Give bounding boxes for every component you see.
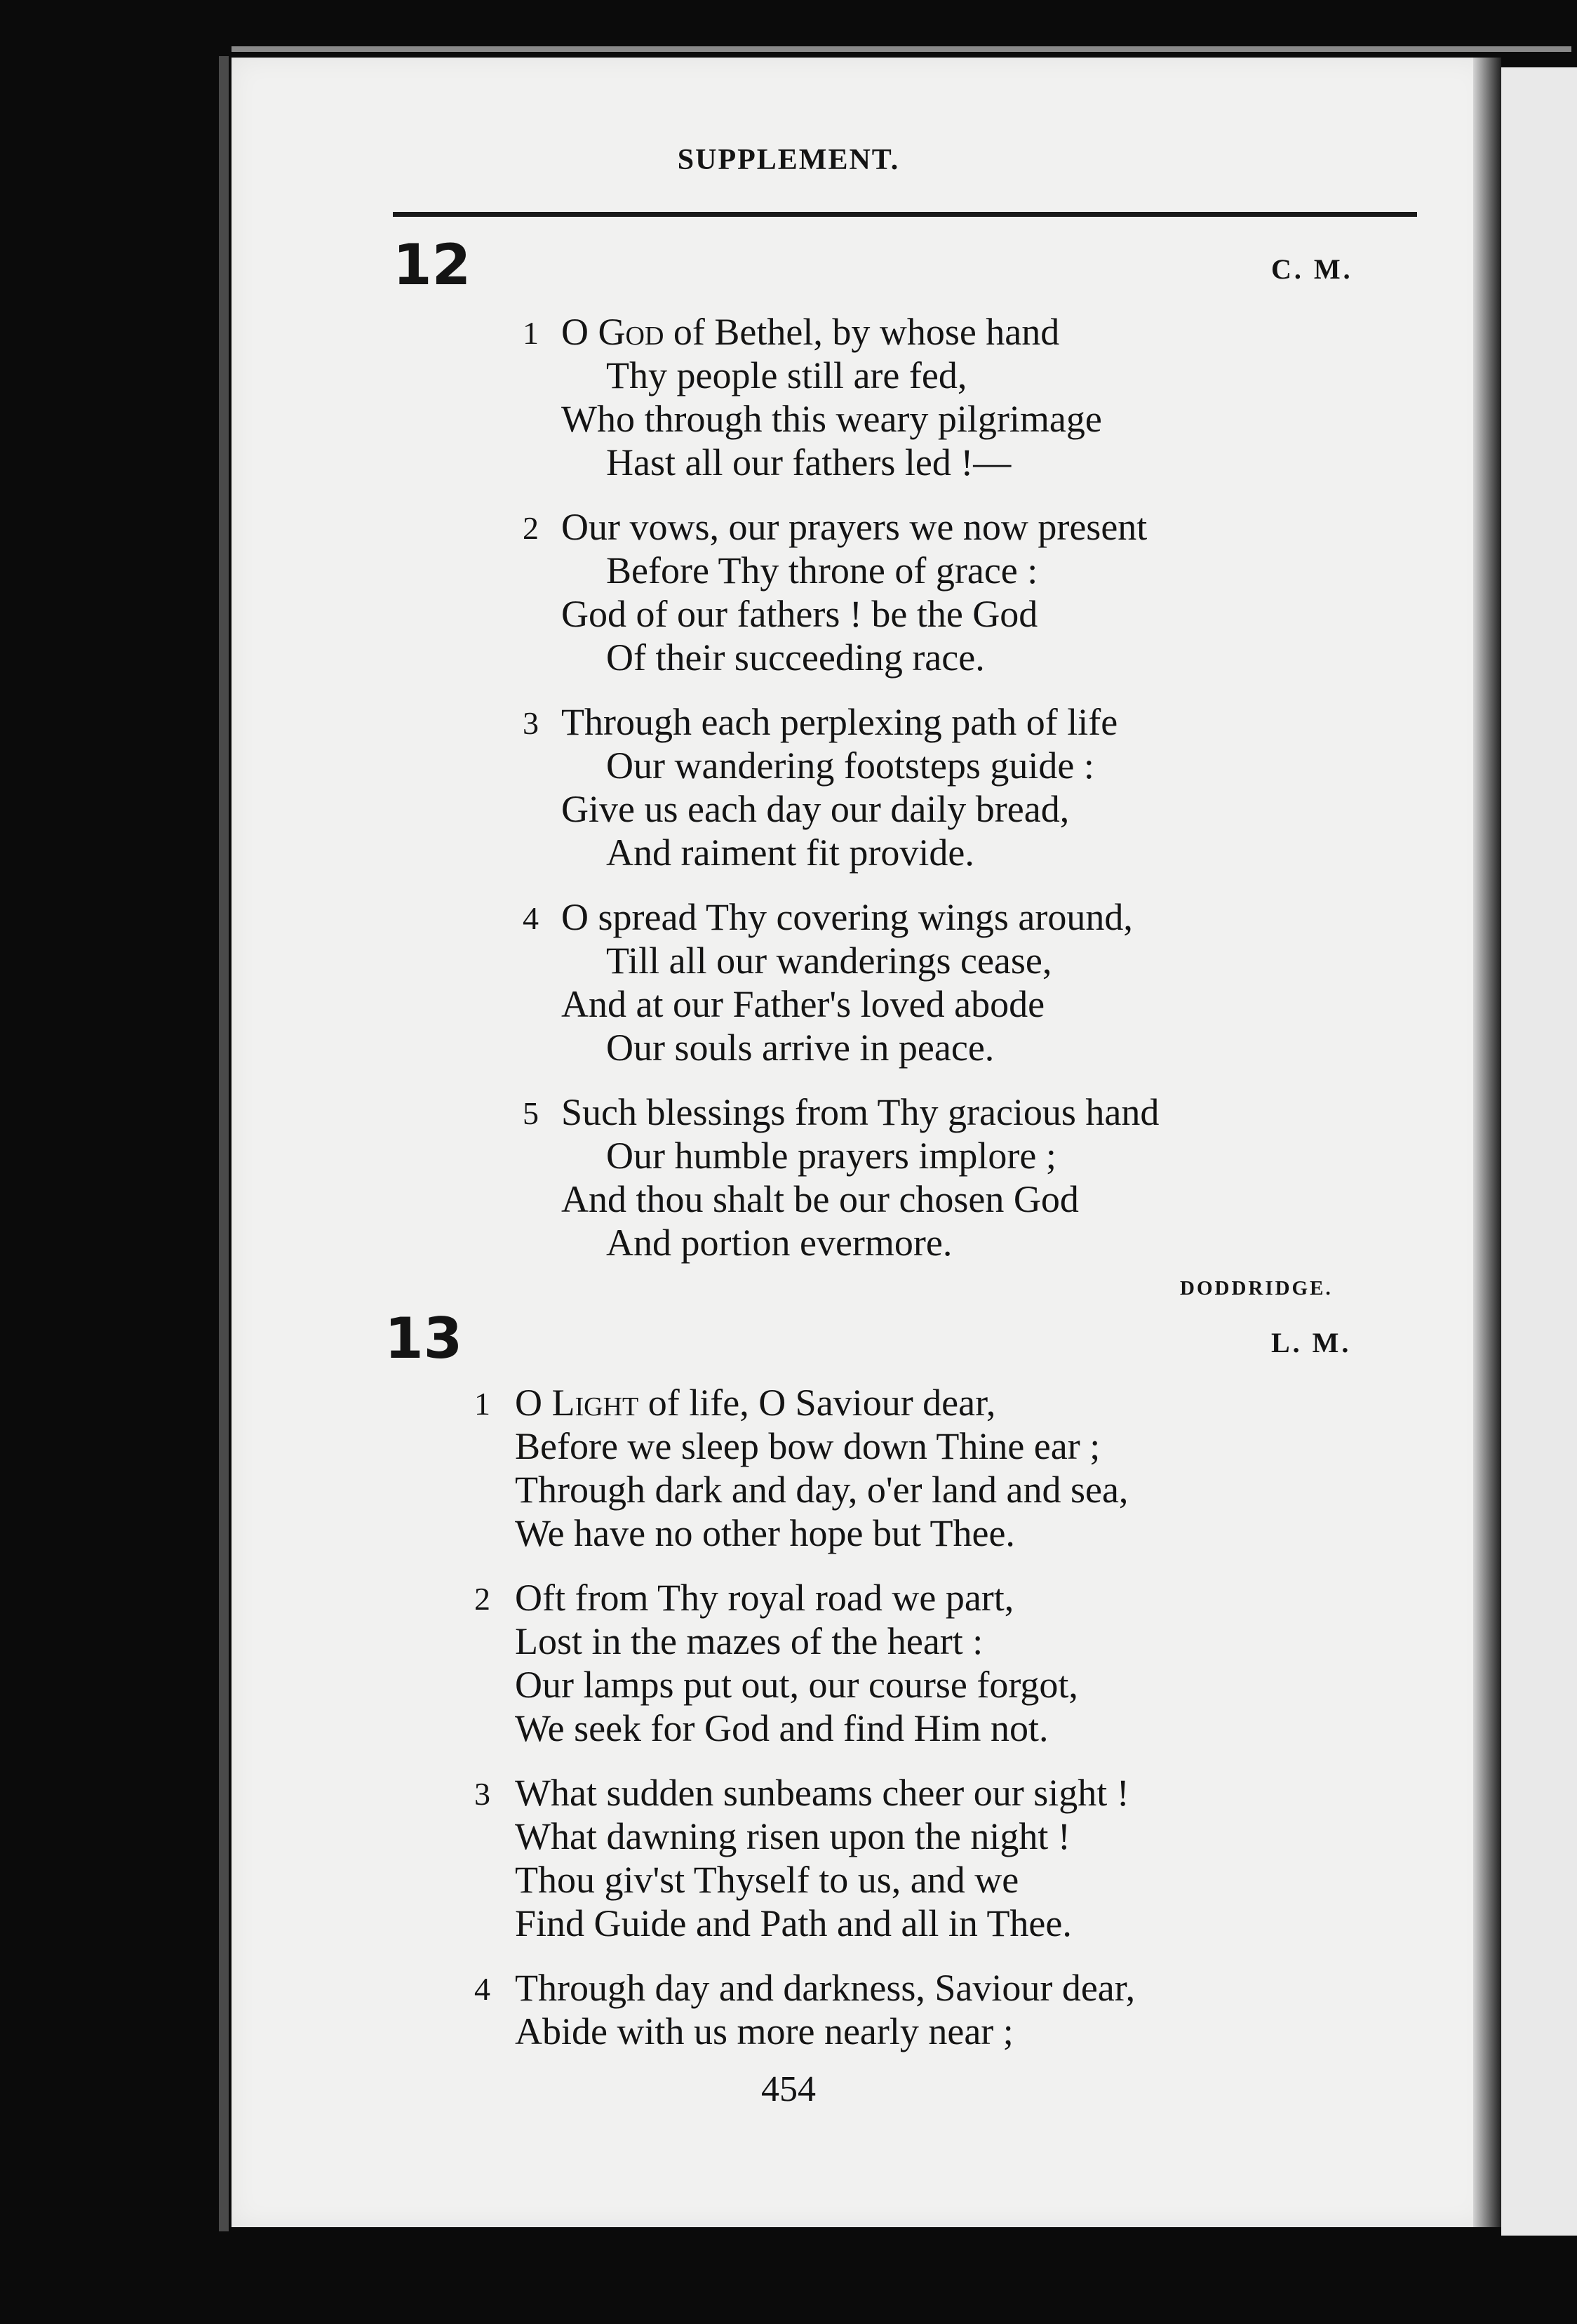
hymn-number: 13 (384, 1306, 463, 1371)
verse-line: Give us each day our daily bread, (561, 788, 1070, 830)
verse-line: And raiment fit provide. (606, 832, 974, 874)
hymn-author: DODDRIDGE. (1180, 1277, 1333, 1300)
verse-line: Abide with us more nearly near ; (515, 2010, 1014, 2052)
verse-number: 5 (523, 1095, 539, 1131)
hymn-meter: C. M. (1271, 253, 1353, 285)
hymn-meter: L. M. (1271, 1327, 1352, 1358)
verse-line: And thou shalt be our chosen God (561, 1178, 1079, 1220)
verse-line: Thy people still are fed, (606, 354, 967, 396)
verse-line: Our lamps put out, our course forgot, (515, 1664, 1078, 1706)
verse-number: 4 (523, 900, 539, 936)
verse-line: Oft from Thy royal road we part, (515, 1577, 1014, 1619)
verse-number: 1 (474, 1386, 490, 1422)
verse-line: Our humble prayers implore ; (606, 1135, 1056, 1177)
verse-line: Till all our wanderings cease, (606, 940, 1052, 982)
verse-line: And at our Father's loved abode (561, 983, 1045, 1025)
running-head: SUPPLEMENT. (677, 144, 900, 176)
verse-line: O Light of life, O Saviour dear, (515, 1382, 996, 1424)
verse-line: Through dark and day, o'er land and sea, (515, 1469, 1129, 1511)
verse-line: Before we sleep bow down Thine ear ; (515, 1425, 1101, 1467)
verse-number: 4 (474, 1971, 490, 2007)
page-number: 454 (761, 2069, 816, 2109)
verse-number: 2 (474, 1581, 490, 1617)
verse-line: Of their succeeding race. (606, 636, 985, 679)
hymn-number: 12 (393, 232, 471, 298)
verse-line: Our souls arrive in peace. (606, 1027, 995, 1069)
verse-line: O God of Bethel, by whose hand (561, 311, 1060, 353)
verse-line: Find Guide and Path and all in Thee. (515, 1902, 1072, 1944)
verse-line: Through day and darkness, Saviour dear, (515, 1967, 1136, 2009)
gutter-shadow (1473, 58, 1501, 2227)
verse-line: What sudden sunbeams cheer our sight ! (515, 1772, 1129, 1814)
page-left-edge (219, 56, 229, 2231)
verse-line: Our wandering footsteps guide : (606, 744, 1094, 787)
verse-line: Before Thy throne of grace : (606, 549, 1038, 592)
verse-line: What dawning risen upon the night ! (515, 1815, 1071, 1857)
verse-line: Our vows, our prayers we now present (561, 506, 1148, 548)
page-top-edge (231, 46, 1571, 52)
verse-line: O spread Thy covering wings around, (561, 896, 1133, 938)
verse-line: Thou giv'st Thyself to us, and we (515, 1859, 1019, 1901)
verse-line: Lost in the mazes of the heart : (515, 1620, 984, 1662)
verse-number: 2 (523, 510, 539, 546)
verse-line: God of our fathers ! be the God (561, 593, 1038, 635)
verse-number: 3 (474, 1776, 490, 1812)
verse-line: Hast all our fathers led !— (606, 441, 1012, 483)
verse-line: Who through this weary pilgrimage (561, 398, 1102, 440)
header-rule (393, 212, 1417, 217)
verse-line: Through each perplexing path of life (561, 701, 1118, 743)
verse-number: 3 (523, 705, 539, 741)
verse-line: And portion evermore. (606, 1222, 953, 1264)
verse-number: 1 (523, 315, 539, 351)
verse-line: Such blessings from Thy gracious hand (561, 1091, 1160, 1133)
verse-line: We have no other hope but Thee. (515, 1512, 1015, 1554)
facing-page-edge (1501, 67, 1577, 2236)
verse-line: We seek for God and find Him not. (515, 1707, 1049, 1749)
